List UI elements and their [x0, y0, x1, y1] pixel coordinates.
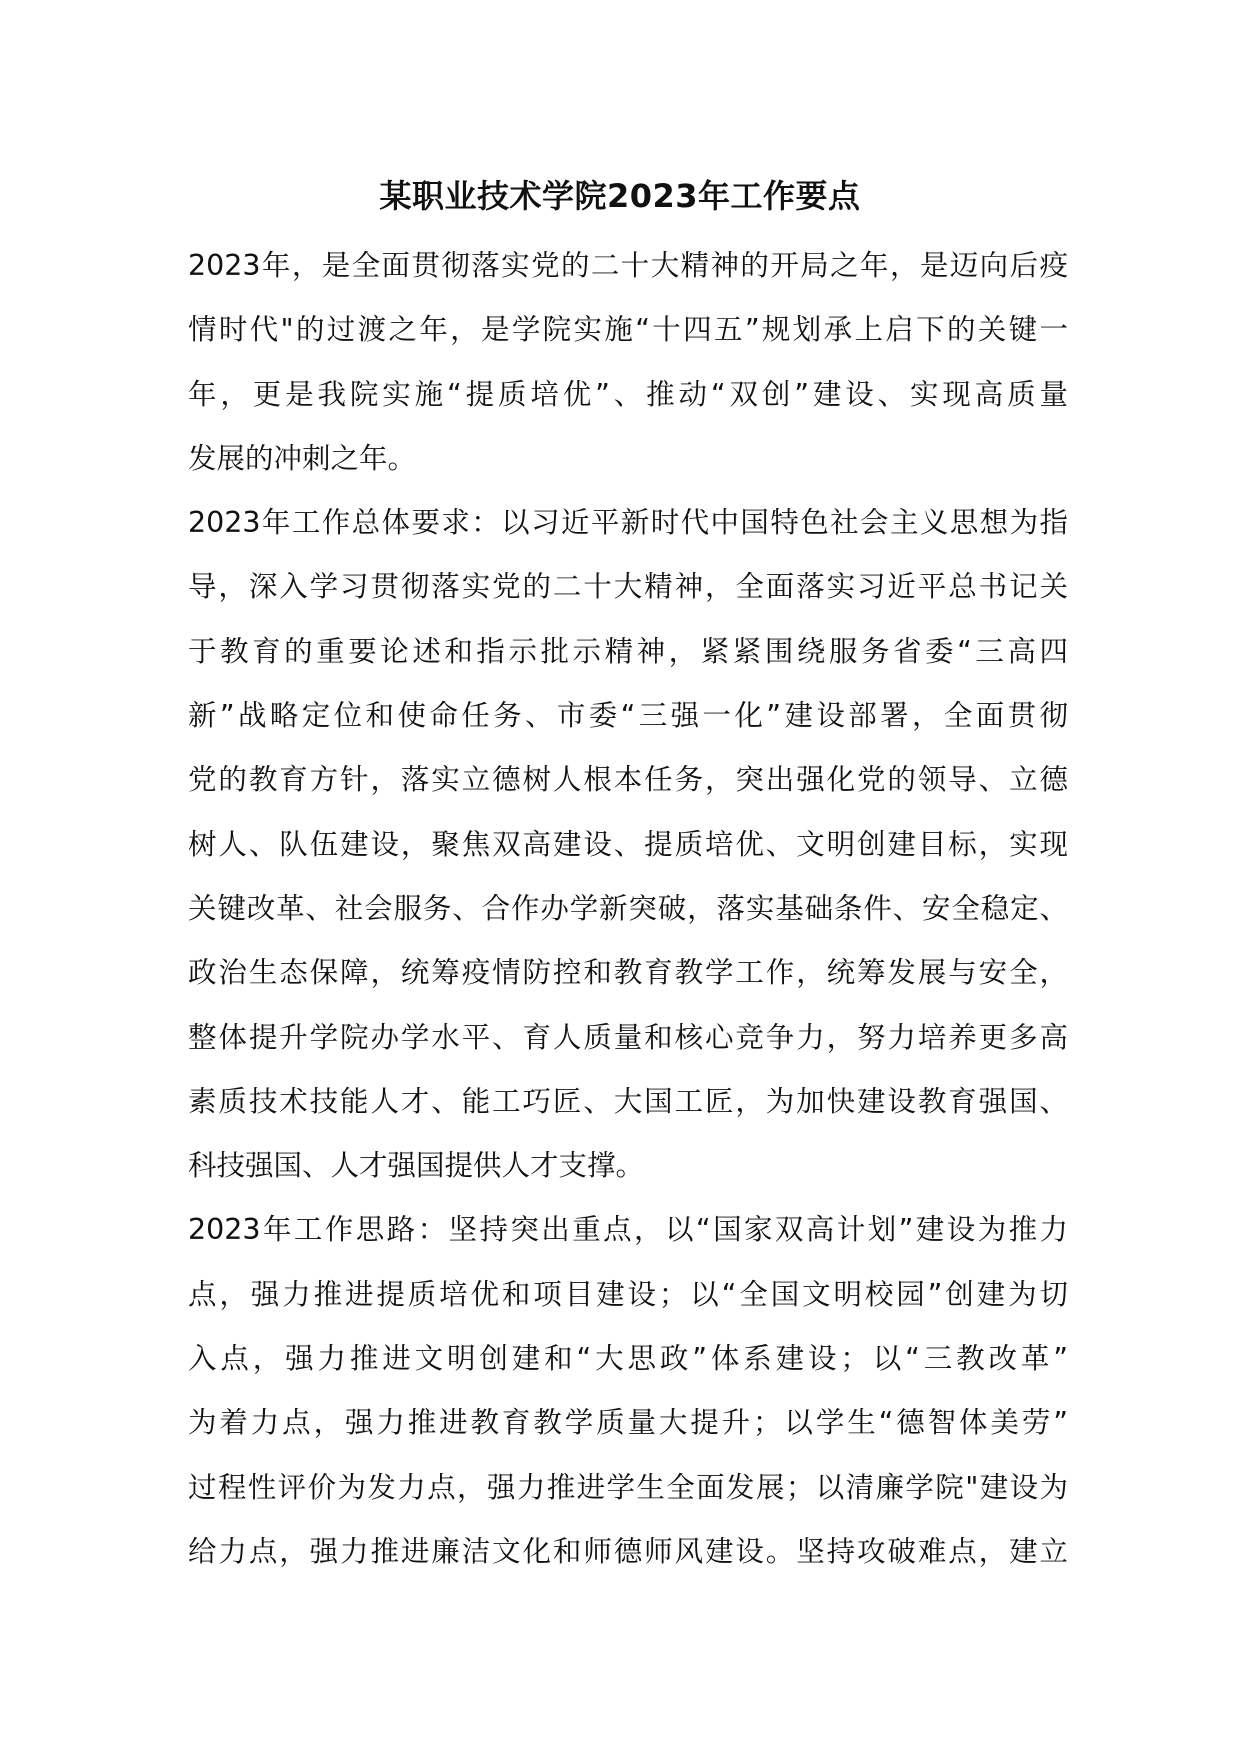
text-line: 入点，强力推进文明创建和“大思政”体系建设；以“三教改革”: [188, 1342, 1068, 1376]
text-line: 发展的冲刺之年。: [188, 441, 417, 475]
text-line: 为着力点，强力推进教育教学质量大提升；以学生“德智体美劳”: [188, 1406, 1068, 1440]
paragraph-work-ideas: [188, 1198, 1068, 1584]
text-line: 关键改革、社会服务、合作办学新突破，落实基础条件、安全稳定、: [188, 891, 1068, 925]
text-line: 科技强国、人才强国提供人才支撑。: [188, 1149, 645, 1183]
text-line: 素质技术技能人才、能工巧匠、大国工匠，为加快建设教育强国、: [188, 1084, 1068, 1118]
text-line: 过程性评价为发力点，强力推进学生全面发展；以清廉学院"建设为: [188, 1470, 1068, 1504]
document-body: [188, 234, 1068, 1584]
text-line: 新”战略定位和使命任务、市委“三强一化”建设部署，全面贯彻: [188, 699, 1068, 733]
text-line: 年，更是我院实施“提质培优”、推动“双创”建设、实现高质量: [188, 377, 1068, 411]
text-line: 树人、队伍建设，聚焦双高建设、提质培优、文明创建目标，实现: [188, 827, 1068, 861]
text-line: 点，强力推进提质培优和项目建设；以“全国文明校园”创建为切: [188, 1277, 1068, 1311]
text-line: 于教育的重要论述和指示批示精神，紧紧围绕服务省委“三高四: [188, 634, 1068, 668]
text-line: 2023年工作思路：坚持突出重点，以“国家双高计划”建设为推力: [188, 1213, 1068, 1247]
text-line: 2023年，是全面贯彻落实党的二十大精神的开局之年，是迈向后疫: [188, 249, 1068, 282]
text-line: 情时代"的过渡之年，是学院实施“十四五”规划承上启下的关键一: [188, 313, 1068, 347]
paragraph-intro: [188, 234, 1068, 491]
text-line: 整体提升学院办学水平、育人质量和核心竞争力，努力培养更多高: [188, 1020, 1068, 1054]
paragraph-overall-requirements: [188, 491, 1068, 1198]
document-title: 某职业技术学院2023年工作要点: [379, 177, 861, 215]
text-line: 给力点，强力推进廉洁文化和师德师风建设。坚持攻破难点，建立: [188, 1534, 1068, 1568]
text-line: 导，深入学习贯彻落实党的二十大精神，全面落实习近平总书记关: [188, 570, 1068, 604]
text-line: 党的教育方针，落实立德树人根本任务，突出强化党的领导、立德: [188, 763, 1068, 797]
text-line: 政治生态保障，统筹疫情防控和教育教学工作，统筹发展与安全，: [188, 956, 1068, 990]
text-line: 2023年工作总体要求：以习近平新时代中国特色社会主义思想为指: [188, 506, 1068, 540]
